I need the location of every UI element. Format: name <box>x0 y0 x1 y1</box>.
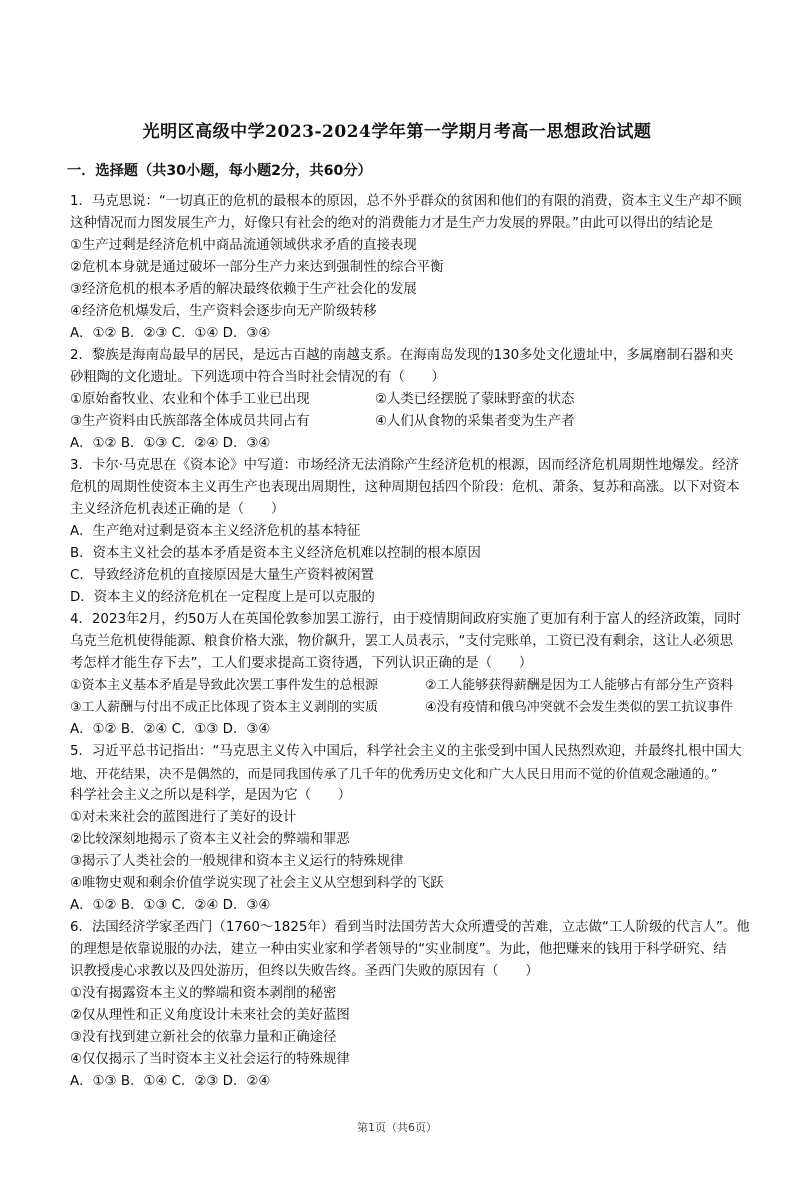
answer-options: A．①② B．②③ C．①④ D．③④ <box>70 326 271 341</box>
option-item: ③生产资料由氏族部落全体成员共同占有 <box>70 414 310 429</box>
text-line: 这种情况而力图发展生产力，好像只有社会的绝对的消费能力才是生产力发展的界限。”由此可以得出的结论是 <box>70 216 713 231</box>
option-pair <box>70 699 734 717</box>
text-line: ④仅仅揭示了当时资本主义社会运行的特殊规律 <box>70 1052 350 1067</box>
answer-options: A．①③ B．①④ C．②③ D．②④ <box>70 1074 271 1089</box>
text-line: C．导致经济危机的直接原因是大量生产资料被闲置 <box>70 568 374 583</box>
text-line: 6．法国经济学家圣西门（1760～1825年）看到当时法国劳苦大众所遭受的苦难，立志做“工人阶级的代言人”。他 <box>70 920 750 935</box>
option-item: ④人们从食物的采集者变为生产者 <box>375 414 575 429</box>
text-line: ②比较深刻地揭示了资本主义社会的弊端和罪恶 <box>70 832 350 847</box>
answer-options: A．①② B．①③ C．②④ D．③④ <box>70 436 271 451</box>
text-line: 3．卡尔·马克思在《资本论》中写道：市场经济无法消除产生经济危机的根源，因而经济危机周期性地爆发。经济 <box>70 458 739 473</box>
text-line: 考怎样才能生存下去”，工人们要求提高工资待遇，下列认识正确的是（ ） <box>70 656 533 671</box>
text-line: ③没有找到建立新社会的依靠力量和正确途径 <box>70 1030 337 1045</box>
text-line: 科学社会主义之所以是科学，是因为它（ ） <box>70 788 352 803</box>
option-item: ②工人能够获得薪酬是因为工人能够占有部分生产资料 <box>425 678 734 693</box>
text-line: 乌克兰危机使得能源、粮食价格大涨，物价飙升，罢工人员表示，“支付完账单，工资已没有剩余，这让人必须思 <box>70 634 734 649</box>
text-line: 1．马克思说：“一切真正的危机的最根本的原因，总不外乎群众的贫困和他们的有限的消费，资本主义生产却不顾 <box>70 194 742 209</box>
option-item: ②人类已经摆脱了蒙昧野蛮的状态 <box>375 392 575 407</box>
text-line: B．资本主义社会的基本矛盾是资本主义经济危机难以控制的根本原因 <box>70 546 481 561</box>
text-line: 主义经济危机表述正确的是（ ） <box>70 502 285 517</box>
text-line: A．生产绝对过剩是资本主义经济危机的基本特征 <box>70 524 361 539</box>
text-line: 地、开花结果，决不是偶然的，而是同我国传承了几千年的优秀历史文化和广大人民日用而不觉的价值观念融通的。” <box>70 766 718 781</box>
text-line: ②仅从理性和正义角度设计未来社会的美好蓝图 <box>70 1008 350 1023</box>
text-line: 识教授虔心求教以及四处游历，但终以失败告终。圣西门失败的原因有（ ） <box>70 964 539 979</box>
text-line: ③经济危机的根本矛盾的解决最终依赖于生产社会化的发展 <box>70 282 417 297</box>
text-line: ④经济危机爆发后，生产资料会逐步向无产阶级转移 <box>70 304 377 319</box>
text-line: ③揭示了人类社会的一般规律和资本主义运行的特殊规律 <box>70 854 404 869</box>
text-line: ①对未来社会的蓝图进行了美好的设计 <box>70 810 297 825</box>
option-pair <box>70 413 575 431</box>
answer-options: A．①② B．②④ C．①③ D．③④ <box>70 722 271 737</box>
text-line: D．资本主义的经济危机在一定程度上是可以克服的 <box>70 590 375 605</box>
page-footer: 第1页（共6页） <box>357 1121 437 1134</box>
option-item: ④没有疫情和俄乌冲突就不会发生类似的罢工抗议事件 <box>425 700 734 715</box>
option-pair <box>70 677 734 695</box>
option-item: ①原始畜牧业、农业和个体手工业已出现 <box>70 392 310 407</box>
option-item: ③工人薪酬与付出不成正比体现了资本主义剥削的实质 <box>70 700 379 715</box>
text-line: 砂粗陶的文化遗址。下列选项中符合当时社会情况的有（ ） <box>70 370 445 385</box>
answer-options: A．①② B．①③ C．②④ D．③④ <box>70 898 271 913</box>
option-pair <box>70 391 575 409</box>
text-line: 危机的周期性使资本主义再生产也表现出周期性，这种周期包括四个阶段：危机、萧条、复苏和高涨。以下对资本 <box>70 480 740 495</box>
text-line: ①生产过剩是经济危机中商品流通领域供求矛盾的直接表现 <box>70 238 417 253</box>
text-line: 的理想是依靠说服的办法，建立一种由实业家和学者领导的“实业制度”。为此，他把赚来的钱用于科学研究、结 <box>70 942 727 957</box>
text-line: ①没有揭露资本主义的弊端和资本剥削的秘密 <box>70 986 337 1001</box>
exam-title: 光明区高级中学2023-2024学年第一学期月考高一思想政治试题 <box>142 122 652 142</box>
text-line: ④唯物史观和剩余价值学说实现了社会主义从空想到科学的飞跃 <box>70 876 444 891</box>
option-item: ①资本主义基本矛盾是导致此次罢工事件发生的总根源 <box>70 678 379 693</box>
text-line: 5．习近平总书记指出：“马克思主义传入中国后，科学社会主义的主张受到中国人民热烈欢迎，并最终扎根中国大 <box>70 744 742 759</box>
text-line: ②危机本身就是通过破坏一部分生产力来达到强制性的综合平衡 <box>70 260 444 275</box>
section-heading: 一．选择题（共30小题，每小题2分，共60分） <box>67 163 372 179</box>
text-line: 4．2023年2月，约50万人在英国伦敦参加罢工游行，由于疫情期间政府实施了更加有利于富人的经济政策，同时 <box>70 612 741 627</box>
text-line: 2．黎族是海南岛最早的居民，是远古百越的南越支系。在海南岛发现的130多处文化遗址中，多属磨制石器和夹 <box>70 348 734 363</box>
